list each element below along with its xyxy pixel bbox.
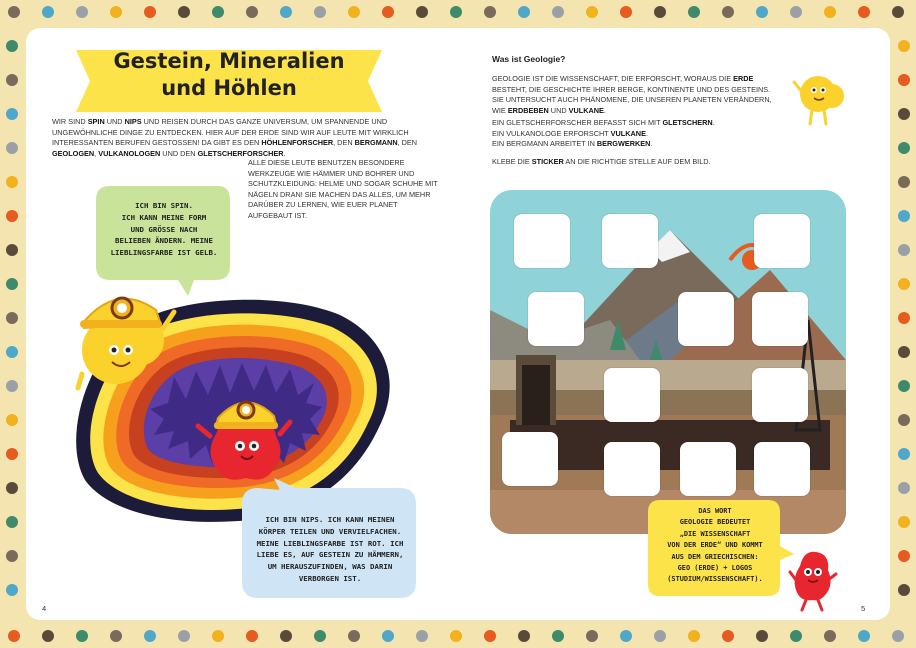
intro-paragraph-2: ALLE DIESE LEUTE BENUTZEN BESONDERE WERKZEUGE WIE HÄMMER UND BOHRER UND SCHUTZKLEIDUNG: HELME UND SOGAR SCHUHE MIT NÄGELN DRAN! SIE MACHEN DAS ALLES, UM MEHR DARÜBER ZU LERNEN, WIE EUER PLANET AUFGEBAUT IST.	[248, 158, 438, 220]
sticker-slot[interactable]	[502, 432, 558, 486]
geology-paragraph: GEOLOGIE IST DIE WISSENSCHAFT, DIE ERFORSCHT, WORAUS DIE ERDE BESTEHT, DIE GESCHICHTE IHRER BERGE, KONTINENTE UND DES GESTEINS. SIE UNTERSUCHT AUCH PHÄNOMENE, DIE UNSEREN PLANETEN VERÄNDERN, WIE ERDBEBEN UND VULKANE.	[492, 74, 772, 115]
spin-character	[76, 282, 186, 392]
nips-small-character	[788, 548, 838, 612]
sticker-slot[interactable]	[602, 214, 658, 268]
page-number-right: 5	[861, 604, 866, 613]
sticker-slot[interactable]	[604, 442, 660, 496]
sticker-slot[interactable]	[514, 214, 570, 268]
sticker-slot[interactable]	[754, 214, 810, 268]
spin-bubble-text: ICH BIN SPIN. ICH KANN MEINE FORM UND GRÖSSE NACH BELIEBEN ÄNDERN. MEINE LIEBLINGSFARBE IST GELB.	[110, 201, 218, 258]
geology-bubble-text: DAS WORT GEOLOGIE BEDEUTET „DIE WISSENSCHAFT VON DER ERDE“ UND KOMMT AUS DEM GRIECHISCHEN: GEO (ERDE) + LOGOS (STUDIUM/WISSENSCHAFT).	[667, 507, 763, 584]
professions-paragraph: EIN GLETSCHERFORSCHER BEFASST SICH MIT GLETSCHERN. EIN VULKANOLOGE ERFORSCHT VULKANE. EIN BERGMANN ARBEITET IN BERGWERKEN.	[492, 118, 715, 149]
title-line-1: Gestein, Mineralien	[113, 49, 345, 73]
sticker-slot[interactable]	[752, 292, 808, 346]
nips-character	[196, 394, 296, 484]
intro-paragraph: WIR SIND SPIN UND NIPS UND REISEN DURCH DAS GANZE UNIVERSUM, UM SPANNENDE UND UNGEWÖHNLICHE DINGE ZU ENTDECKEN. HIER AUF DER ERDE SIND WIR AUF LEUTE MIT WIRKLICH INTERESSANTEN BERUFEN GESTOSSEN! DA GIBT ES DEN HÖHLENFORSCHER, DEN BERGMANN, DEN GEOLOGEN, VULKANOLOGEN UND DEN GLETSCHERFORSCHER.	[52, 117, 418, 158]
title-line-2: und Höhlen	[161, 76, 297, 100]
sticker-instruction: KLEBE DIE STICKER AN DIE RICHTIGE STELLE AUF DEM BILD.	[492, 157, 711, 166]
page-number-left: 4	[42, 604, 47, 613]
sticker-slot[interactable]	[680, 442, 736, 496]
sticker-slot[interactable]	[678, 292, 734, 346]
nips-bubble-text: ICH BIN NIPS. ICH KANN MEINEN KÖRPER TEILEN UND VERVIELFACHEN. MEINE LIEBLINGSFARBE IST ROT. ICH LIEBE ES, AUF GESTEIN ZU HÄMMERN, UM HERAUSZUFINDEN, WAS DARIN VERBORGEN IST.	[256, 515, 404, 583]
sticker-slot[interactable]	[754, 442, 810, 496]
section-heading: Was ist Geologie?	[492, 54, 566, 64]
sticker-slot[interactable]	[528, 292, 584, 346]
page-title	[76, 48, 382, 102]
spin-small-character	[790, 66, 854, 130]
sticker-slot[interactable]	[604, 368, 660, 422]
sticker-slot[interactable]	[752, 368, 808, 422]
